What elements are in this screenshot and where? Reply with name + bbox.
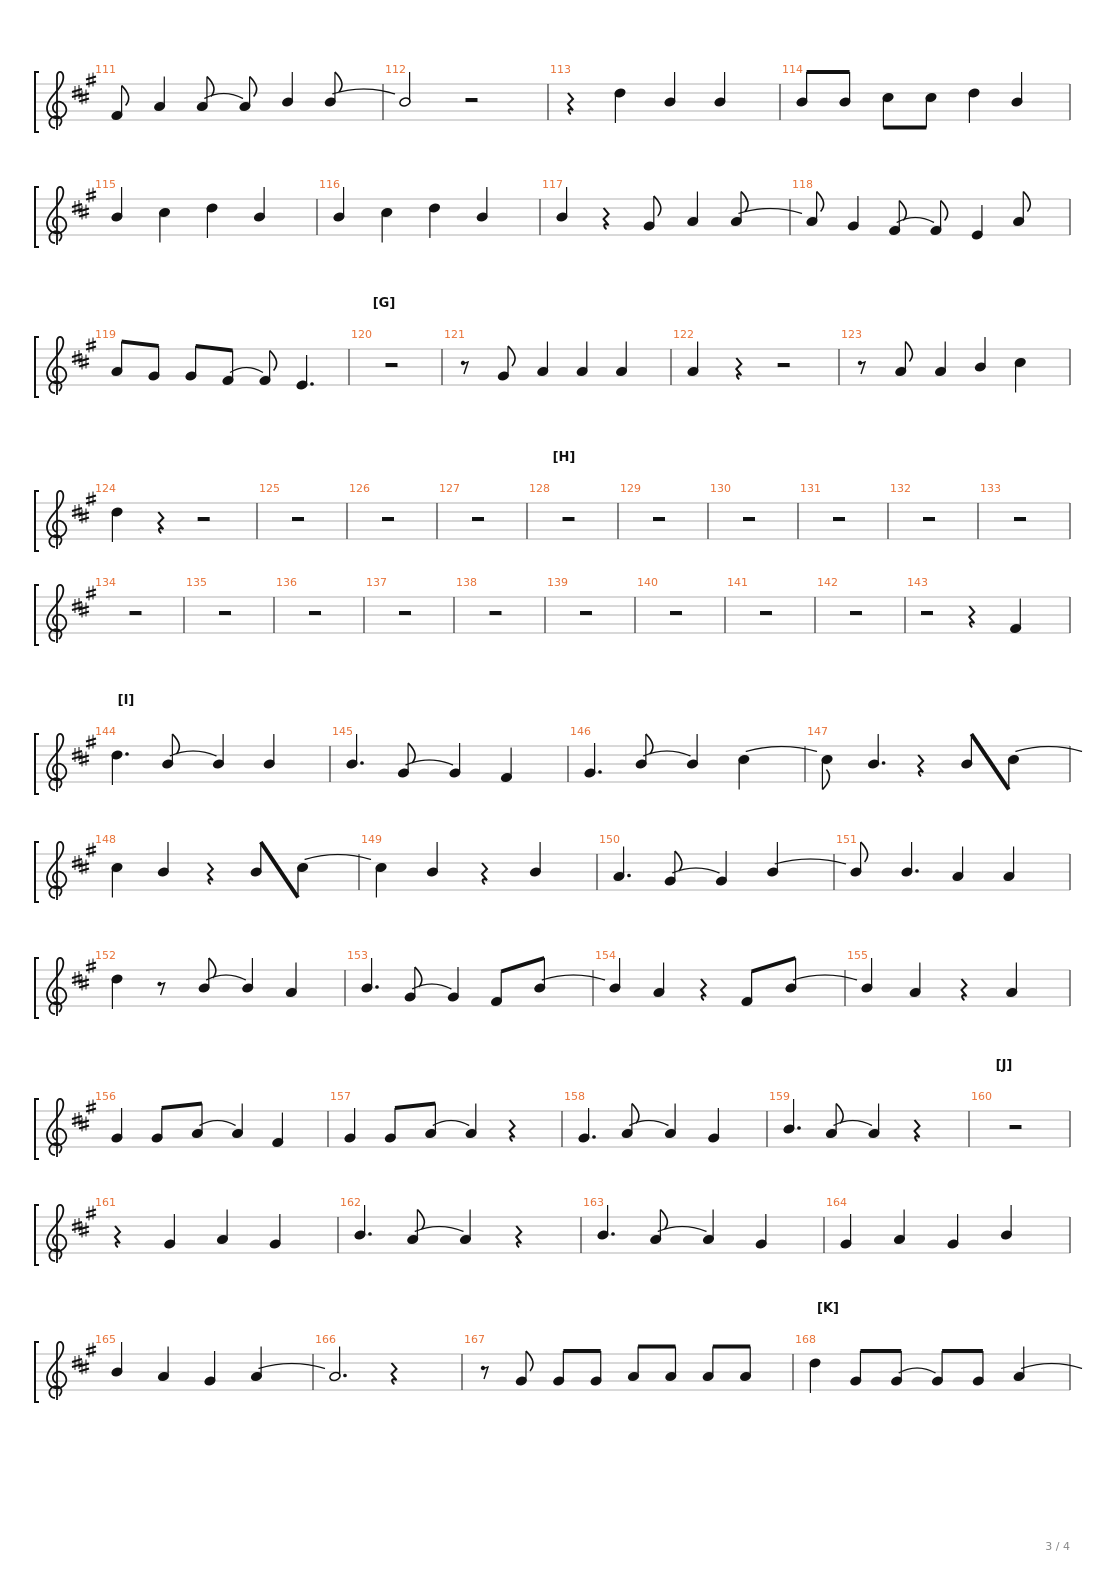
half-rest: [219, 611, 231, 615]
measure-number: 164: [826, 1196, 847, 1209]
augmentation-dot: [125, 752, 129, 756]
measure-number: 127: [439, 482, 460, 495]
half-rest: [466, 98, 478, 102]
half-rest: [760, 611, 772, 615]
beam: [162, 1104, 202, 1109]
tie: [738, 209, 802, 214]
flag: [172, 734, 179, 754]
flag: [660, 1210, 667, 1230]
measure-number: 151: [836, 833, 857, 846]
measure-number: 161: [95, 1196, 116, 1209]
measure-number: 148: [95, 833, 116, 846]
rehearsal-mark: [G]: [372, 296, 396, 311]
half-rest: [309, 611, 321, 615]
flag: [941, 201, 948, 221]
flag: [1023, 192, 1030, 212]
measure-number: 122: [673, 328, 694, 341]
half-rest: [778, 363, 790, 367]
flag: [417, 1210, 424, 1230]
measure-number: 154: [595, 949, 616, 962]
treble-clef: [47, 585, 66, 643]
measure-number: 128: [529, 482, 550, 495]
measure-number: 137: [366, 576, 387, 589]
measure-number: 117: [542, 178, 563, 191]
tie: [629, 1121, 668, 1126]
page-number: 3 / 4: [1045, 1540, 1070, 1553]
measure-number: 150: [599, 833, 620, 846]
half-rest: [833, 517, 845, 521]
augmentation-dot: [310, 382, 314, 386]
rehearsal-mark: [J]: [995, 1058, 1013, 1073]
augmentation-dot: [375, 985, 379, 989]
treble-clef: [47, 491, 66, 549]
sharp-sign: [72, 1218, 82, 1233]
half-rest: [580, 611, 592, 615]
augmentation-dot: [915, 869, 919, 873]
measure-number: 133: [980, 482, 1001, 495]
half-rest: [670, 611, 682, 615]
treble-clef: [47, 734, 66, 792]
flag: [646, 734, 653, 754]
beam: [501, 958, 544, 972]
sharp-sign: [72, 350, 82, 365]
treble-clef: [47, 1099, 66, 1157]
half-rest: [653, 517, 665, 521]
tie: [230, 368, 263, 373]
measure-number: 121: [444, 328, 465, 341]
half-rest: [399, 611, 411, 615]
sharp-sign: [72, 1112, 82, 1127]
flag: [905, 342, 912, 362]
augmentation-dot: [627, 874, 631, 878]
measure-number: 134: [95, 576, 116, 589]
sharp-sign: [72, 747, 82, 762]
tie: [834, 1121, 873, 1126]
half-rest: [382, 517, 394, 521]
measure-number: 146: [570, 725, 591, 738]
measure-number: 114: [782, 63, 803, 76]
flag: [836, 1104, 843, 1124]
measure-number: 153: [347, 949, 368, 962]
half-rest: [386, 363, 398, 367]
measure-number: 111: [95, 63, 116, 76]
sharp-sign: [72, 200, 82, 215]
augmentation-dot: [368, 1232, 372, 1236]
measure-number: 155: [847, 949, 868, 962]
measure-number: 167: [464, 1333, 485, 1346]
tie: [433, 1121, 469, 1126]
half-rest: [130, 611, 142, 615]
measure-number: 147: [807, 725, 828, 738]
beam: [971, 734, 1008, 790]
measure-number: 139: [547, 576, 568, 589]
treble-clef: [47, 1342, 66, 1400]
half-rest: [1014, 517, 1026, 521]
flag: [250, 77, 257, 97]
measure-number: 168: [795, 1333, 816, 1346]
tie: [305, 855, 371, 860]
half-rest: [850, 611, 862, 615]
augmentation-dot: [598, 770, 602, 774]
flag: [899, 201, 906, 221]
measure-number: 116: [319, 178, 340, 191]
flag: [209, 958, 216, 978]
treble-clef: [47, 72, 66, 130]
flag: [632, 1104, 639, 1124]
beam: [261, 842, 298, 898]
measure-number: 113: [550, 63, 571, 76]
measure-number: 136: [276, 576, 297, 589]
augmentation-dot: [882, 761, 886, 765]
measure-number: 162: [340, 1196, 361, 1209]
beam: [395, 1104, 435, 1109]
measure-number: 118: [792, 178, 813, 191]
half-rest: [292, 517, 304, 521]
measure-number: 138: [456, 576, 477, 589]
flag: [122, 86, 129, 106]
treble-clef: [47, 842, 66, 900]
flag: [741, 192, 748, 212]
sharp-sign: [72, 1355, 82, 1370]
measure-number: 120: [351, 328, 372, 341]
measure-number: 124: [95, 482, 116, 495]
measure-number: 123: [841, 328, 862, 341]
augmentation-dot: [343, 1374, 347, 1378]
rehearsal-mark: [I]: [117, 693, 135, 708]
flag: [822, 770, 829, 790]
treble-clef: [47, 187, 66, 245]
rehearsal-mark: [H]: [552, 450, 576, 465]
tie: [1021, 1364, 1082, 1369]
measure-number: 160: [971, 1090, 992, 1103]
flag: [207, 77, 214, 97]
beam: [196, 346, 233, 351]
measure-number: 159: [769, 1090, 790, 1103]
flag: [817, 192, 824, 212]
measure-number: 125: [259, 482, 280, 495]
measure-number: 141: [727, 576, 748, 589]
measure-number: 115: [95, 178, 116, 191]
augmentation-dot: [592, 1135, 596, 1139]
sharp-sign: [72, 85, 82, 100]
tie: [259, 1364, 326, 1369]
measure-number: 131: [800, 482, 821, 495]
measure-number: 157: [330, 1090, 351, 1103]
measure-number: 112: [385, 63, 406, 76]
sharp-sign: [72, 504, 82, 519]
measure-number: 156: [95, 1090, 116, 1103]
flag: [335, 72, 342, 92]
beam: [122, 342, 159, 347]
tie: [204, 94, 243, 99]
measure-number: 144: [95, 725, 116, 738]
measure-number: 145: [332, 725, 353, 738]
measure-number: 140: [637, 576, 658, 589]
half-rest: [921, 611, 933, 615]
half-rest: [743, 517, 755, 521]
measure-number: 165: [95, 1333, 116, 1346]
measure-number: 158: [564, 1090, 585, 1103]
measure-number: 152: [95, 949, 116, 962]
measure-number: 163: [583, 1196, 604, 1209]
rehearsal-mark: [K]: [817, 1301, 839, 1316]
half-rest: [1010, 1125, 1022, 1129]
measure-number: 143: [907, 576, 928, 589]
measure-number: 166: [315, 1333, 336, 1346]
measure-number: 129: [620, 482, 641, 495]
half-rest: [563, 517, 575, 521]
measure-number: 135: [186, 576, 207, 589]
measure-number: 142: [817, 576, 838, 589]
measure-number: 126: [349, 482, 370, 495]
tie: [897, 218, 934, 223]
augmentation-dot: [360, 761, 364, 765]
treble-clef: [47, 1205, 66, 1263]
beam: [752, 958, 796, 972]
treble-clef: [47, 958, 66, 1016]
half-rest: [923, 517, 935, 521]
flag: [861, 842, 868, 862]
sharp-sign: [72, 855, 82, 870]
measure-number: 130: [710, 482, 731, 495]
sharp-sign: [72, 598, 82, 613]
flag: [270, 351, 277, 371]
measure-number: 149: [361, 833, 382, 846]
half-rest: [472, 517, 484, 521]
treble-clef: [47, 337, 66, 395]
augmentation-dot: [797, 1126, 801, 1130]
tie: [199, 1121, 235, 1126]
measure-number: 132: [890, 482, 911, 495]
tie: [746, 747, 817, 752]
augmentation-dot: [611, 1232, 615, 1236]
sharp-sign: [72, 971, 82, 986]
half-rest: [490, 611, 502, 615]
half-rest: [198, 517, 210, 521]
measure-number: 119: [95, 328, 116, 341]
tie: [1015, 747, 1082, 752]
